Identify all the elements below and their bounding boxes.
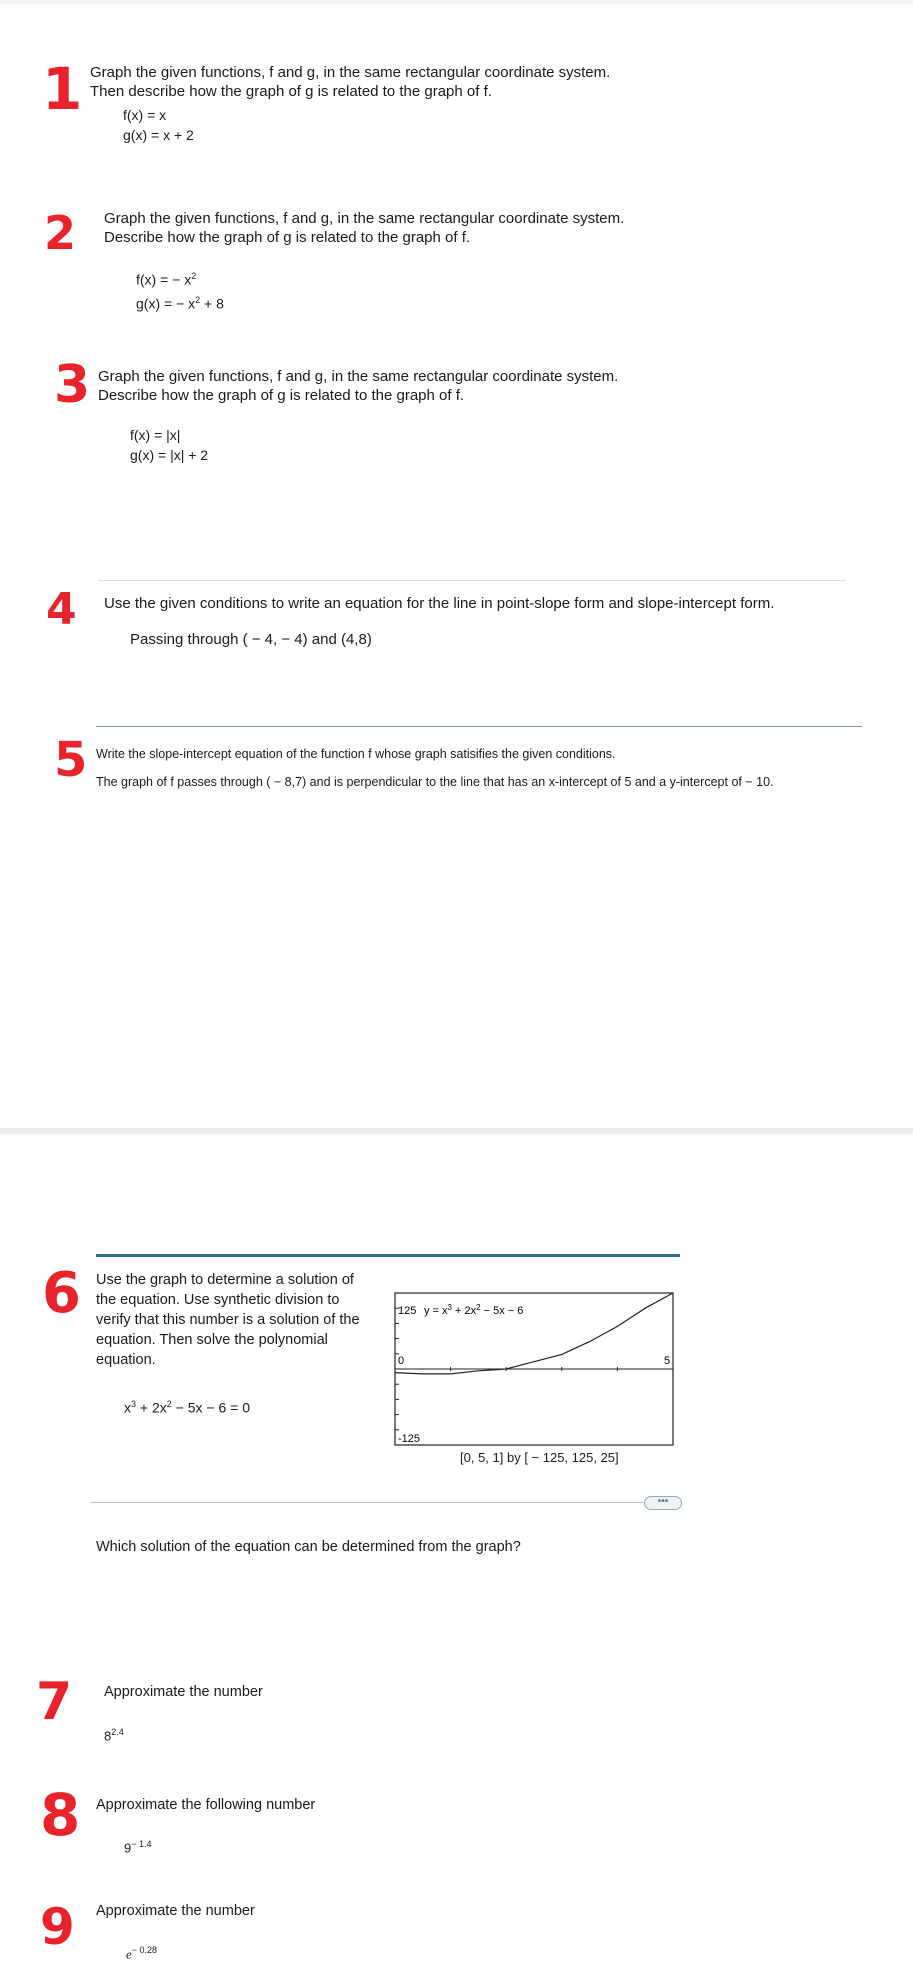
problem-6-question: Which solution of the equation can be determined from the graph? bbox=[96, 1539, 521, 1555]
problem-7-expression: $8^{2.4}$ bbox=[104, 1727, 124, 1744]
window-caption: [0, 5, 1] by [ − 125, 125, 25] bbox=[460, 1450, 619, 1465]
problem-5-text: Write the slope-intercept equation of the function f whose graph satisifies the given conditions. The graph of f passes through ( − 8,7) and is perpendicular to the line that has an x-intercept of 5 and a y-intercept of − 10. bbox=[96, 747, 774, 789]
top-divider bbox=[0, 0, 913, 4]
problem-1-text: Graph the given functions, f and g, in the same rectangular coordinate system. Then describe how the graph of g is related to the graph of f. bbox=[90, 64, 611, 100]
divider bbox=[90, 1502, 682, 1503]
f-equation: f(x) = − $x^2$ bbox=[136, 271, 197, 288]
f-equation: f(x) = |x| bbox=[130, 427, 181, 443]
problem-number-7: 7 bbox=[36, 1672, 73, 1732]
problem-number-1: 1 bbox=[42, 55, 83, 123]
problem-8-expression: $9^{- 1.4}$ bbox=[124, 1839, 152, 1856]
problem-number-9: 9 bbox=[40, 1898, 75, 1956]
f-equation: f(x) = x bbox=[123, 107, 167, 123]
tick-label-ymax: 125 bbox=[398, 1305, 417, 1317]
problem-3-equations bbox=[130, 425, 208, 465]
g-equation: g(x) = x + 2 bbox=[123, 127, 194, 143]
problem-8-label: Approximate the following number bbox=[96, 1797, 316, 1813]
problem-number-6: 6 bbox=[42, 1261, 81, 1326]
divider bbox=[96, 726, 862, 727]
tick-label-xmin: 0 bbox=[398, 1355, 405, 1367]
tick-label-ymin: -125 bbox=[398, 1433, 421, 1445]
problem-number-4: 4 bbox=[46, 584, 77, 635]
problem-4-condition: Passing through ( − 4, − 4) and (4,8) bbox=[130, 631, 372, 648]
chart-title: $y = x^3 + 2x^2 - 5x - 6$ bbox=[424, 1303, 524, 1317]
more-options-button[interactable]: ••• bbox=[644, 1496, 682, 1510]
problem-3-text: Graph the given functions, f and g, in the same rectangular coordinate system. Describe how the graph of g is related to the graph of f. bbox=[98, 368, 619, 404]
problem-6-equation: $x^3 + 2x^2 - 5x - 6 = 0$ bbox=[124, 1399, 251, 1416]
problem-6-text: Use the graph to determine a solution of the equation. Use synthetic division to verify that this number is a solution of the equation. Then solve the polynomial equation. bbox=[96, 1272, 360, 1368]
problem-9-label: Approximate the number bbox=[96, 1903, 255, 1919]
problem-9-expression: $e^{- 0.28}$ bbox=[126, 1945, 158, 1962]
problem-2-equations bbox=[136, 266, 224, 313]
divider bbox=[98, 580, 846, 581]
problem-4-text: Use the given conditions to write an equation for the line in point-slope form and slope-intercept form. bbox=[104, 595, 775, 612]
graph-svg bbox=[394, 1292, 674, 1446]
problem-number-3: 3 bbox=[54, 355, 91, 415]
problem-2-text: Graph the given functions, f and g, in the same rectangular coordinate system. Describe how the graph of g is related to the graph of f. bbox=[104, 210, 625, 246]
problem-7-label: Approximate the number bbox=[104, 1684, 263, 1700]
problem-number-8: 8 bbox=[40, 1781, 81, 1849]
problem-1-equations bbox=[123, 105, 194, 145]
section-separator bbox=[0, 1128, 913, 1134]
problem-number-2: 2 bbox=[44, 206, 77, 260]
tick-label-xmax: 5 bbox=[664, 1355, 671, 1367]
problem-number-5: 5 bbox=[54, 732, 88, 788]
g-equation: g(x) = − $x^2 + 8$ bbox=[136, 294, 224, 312]
problem-6-top-rule bbox=[96, 1254, 680, 1257]
polynomial-graph bbox=[394, 1292, 674, 1451]
g-equation: g(x) = |x| + 2 bbox=[130, 447, 209, 463]
